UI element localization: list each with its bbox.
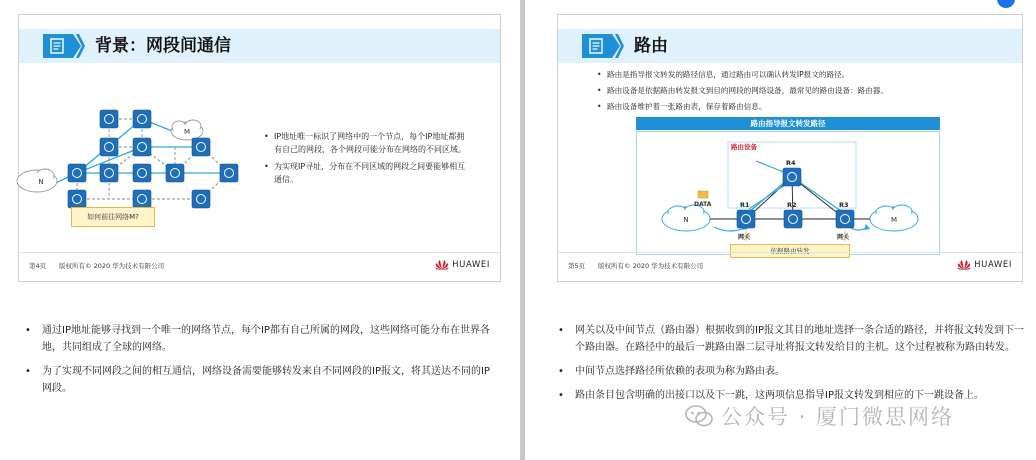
slide-footer — [19, 252, 500, 281]
slide-bullet-list — [263, 130, 468, 190]
slide-bullet: • 为实现IP寻址，分布在不同区域的网段之间要能够相互通信。 — [263, 160, 468, 186]
note-item: • 通过IP地址能够寻找到一个唯一的网络节点，每个IP都有自己所属的网段，这些网络可能分布在世界各地，共同组成了全球的网络。 — [22, 322, 492, 356]
slide-bullet: • 路由设备是依据路由转发报文到目的网段的网络设备，最常见的路由设备：路由器。 — [596, 85, 1016, 96]
left-slide — [18, 14, 501, 282]
gateway-label: 网关 — [738, 234, 751, 241]
slide-doc-icon — [576, 34, 624, 58]
watermark-text: 公众号 · 厦门微思网络 — [721, 405, 955, 429]
callout-box — [71, 207, 155, 227]
slide-bullet: • IP地址唯一标识了网络中的一个节点，每个IP地址都拥有自己的网段，各个网段可能分布在网络的不同区域。 — [263, 130, 468, 156]
diagram-banner — [636, 117, 940, 130]
slide-footer — [558, 252, 1022, 281]
cloud-m-label: M — [890, 216, 898, 224]
router-icon — [220, 164, 238, 182]
router-icon — [133, 164, 151, 182]
cloud-n-label: N — [683, 216, 689, 224]
router-icon — [100, 164, 118, 182]
footer-copyright: 版权所有© 2020 华为技术有限公司 — [59, 262, 165, 270]
router-icon — [133, 138, 151, 156]
router-icon — [784, 210, 802, 228]
data-envelope-icon — [698, 191, 708, 198]
route-forward-text: 依据路由转发 — [770, 247, 810, 255]
footer-brand: HUAWEI — [452, 259, 490, 270]
note-item: • 为了实现不同网段之间的相互通信，网络设备需要能够转发来自不同网段的IP报文，将其送达不同的IP网段。 — [22, 363, 492, 397]
router-label: R2 — [787, 201, 797, 209]
router-icon — [192, 190, 210, 208]
router-icon — [133, 110, 151, 128]
router-icon — [68, 190, 86, 208]
slide-header — [19, 29, 500, 63]
huawei-petal-icon — [957, 259, 971, 270]
router-label: R4 — [786, 159, 796, 167]
corner-indicator — [997, 0, 1015, 8]
cloud-n-label: N — [38, 178, 44, 186]
watermark — [685, 401, 954, 431]
huawei-logo — [957, 259, 1012, 270]
data-label: DATA — [694, 201, 712, 208]
router-icon — [192, 138, 210, 156]
cloud-n — [17, 169, 57, 192]
router-icon — [836, 210, 854, 228]
slide-bullet: • 路由设备维护着一张路由表，保存着路由信息。 — [596, 101, 1016, 112]
note-item: • 网关以及中间节点（路由器）根据收到的IP报文其目的地址选择一条合适的路径，并将报文转发到下一个路由器。在路径中的最后一跳路由器二层寻址将报文转发给目的主机。这个过程被称为路由转发。 — [555, 322, 1025, 356]
callout-text: 如何前往网络M? — [87, 213, 139, 221]
routing-path-diagram — [636, 131, 940, 255]
banner-text: 路由指导报文转发路径 — [750, 119, 826, 128]
notes-list — [22, 322, 492, 404]
router-label: R3 — [839, 201, 849, 209]
gateway-label: 网关 — [837, 234, 850, 241]
router-icon — [166, 164, 184, 182]
footer-page-number: 第5页 — [568, 262, 586, 270]
cloud-m-label: M — [183, 128, 191, 136]
note-item: • 中间节点选择路径所依赖的表项为称为路由表。 — [555, 363, 1025, 380]
footer-page-number: 第4页 — [29, 262, 47, 270]
huawei-petal-icon — [435, 259, 449, 270]
slide-bullet-list — [596, 69, 1016, 117]
slide-header — [558, 29, 1022, 63]
footer-copyright: 版权所有© 2020 华为技术有限公司 — [598, 262, 704, 270]
slide-title: 路由 — [634, 36, 668, 56]
right-slide — [557, 14, 1023, 282]
router-icon — [737, 210, 755, 228]
slide-title: 背景：网段间通信 — [95, 36, 231, 56]
router-icon — [68, 164, 86, 182]
router-icon — [783, 168, 801, 186]
slide-bullet: • 路由是指导报文转发的路径信息，通过路由可以确认转发IP报文的路径。 — [596, 69, 1016, 80]
router-label: R1 — [740, 201, 750, 209]
router-icon — [100, 138, 118, 156]
notes-list — [555, 322, 1025, 411]
router-icon — [100, 110, 118, 128]
slide-doc-icon — [37, 34, 85, 58]
routing-device-label: 路由设备 — [731, 143, 757, 151]
router-icon — [133, 190, 151, 208]
note-item: • 路由条目包含明确的出接口以及下一跳，这两项信息指导IP报文转发到相应的下一跳设备上。 — [555, 387, 1025, 404]
huawei-logo — [435, 259, 490, 270]
wechat-icon — [685, 405, 713, 427]
right-page — [525, 0, 1036, 460]
cloud-m — [171, 120, 203, 140]
footer-brand: HUAWEI — [974, 259, 1012, 270]
